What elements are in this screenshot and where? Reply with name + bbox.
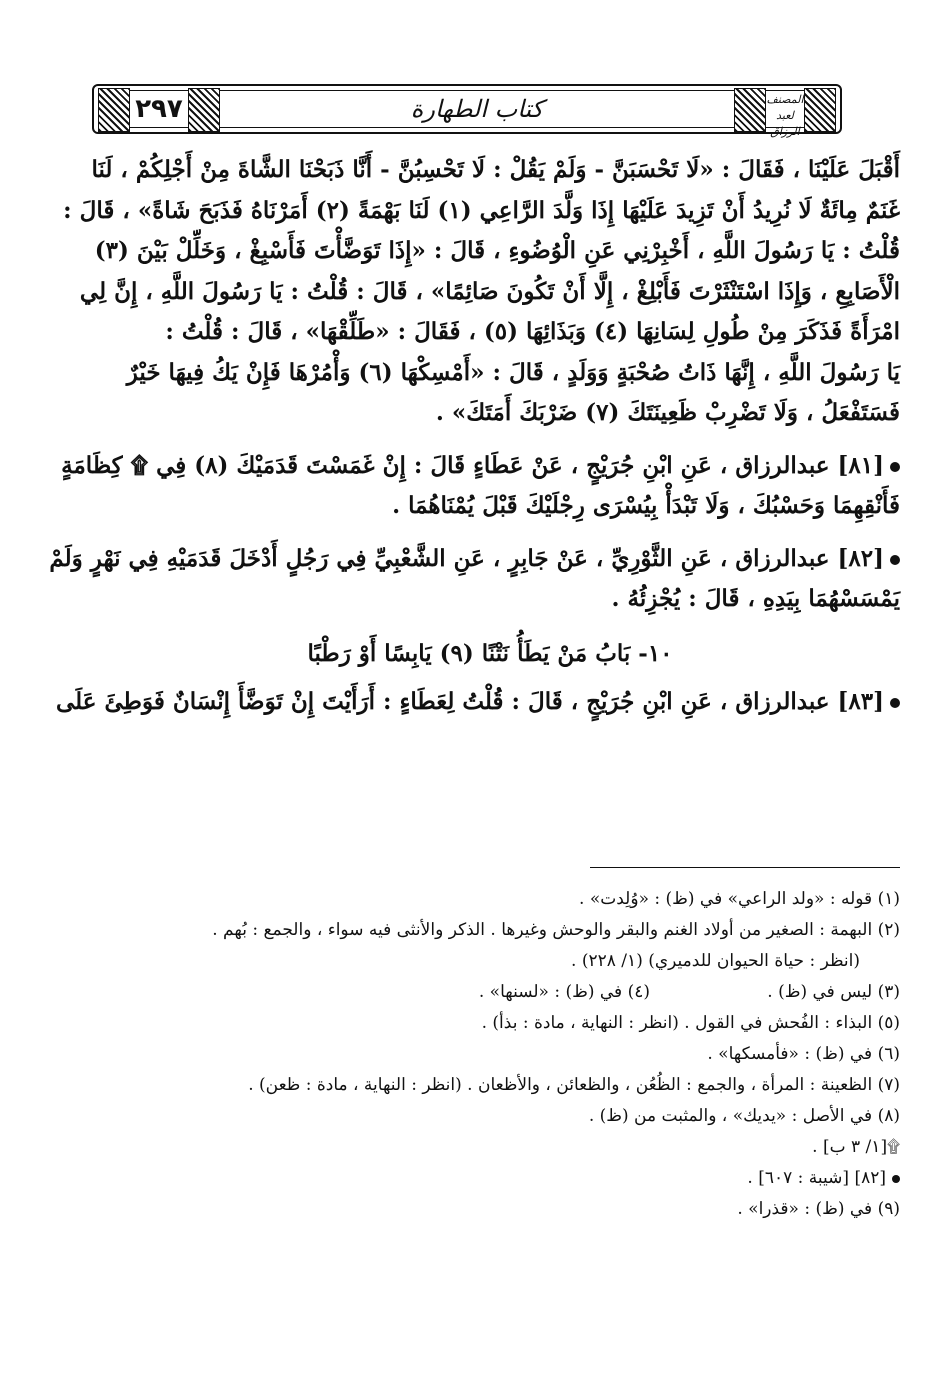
book-title: كتاب الطهارة <box>410 95 544 123</box>
footnote: (٣) ليس في (ظ) . <box>767 982 900 1002</box>
hadith-82 <box>49 539 900 620</box>
hadith-83 <box>55 682 900 723</box>
footnote: (٤) في (ظ) : «لسنها» . <box>478 982 650 1002</box>
footnote: (٦) في (ظ) : «فأمسكها» . <box>707 1044 900 1064</box>
text-line: فَسَتَفْعَلُ ، وَلَا تَضْرِبْ ظَعِينَتَكَ (٧) ضَرْبَكَ أَمَتَكَ» . <box>435 399 900 426</box>
footnote: (٨) في الأصل : «يديك» ، والمثبت من (ظ) . <box>588 1106 900 1126</box>
text-line: يَمْسَسْهُمَا بِيَدِهِ ، قَالَ : يُجْزِئُهُ . <box>611 585 900 612</box>
chapter-heading: ١٠- بَابُ مَنْ يَطَأُ نَتْنًا (٩) يَابِسًا أَوْ رَطْبًا <box>307 639 673 667</box>
text-line: الْأَصَابِعِ ، وَإِذَا اسْتَنْثَرْتَ فَأَبْلِغْ ، إِلَّا أَنْ تَكُونَ صَائِمًا» ، قَالَ : قُلْتُ : يَا رَسُولَ اللَّهِ ، إِنَّ لِي <box>79 277 900 305</box>
bullet-icon <box>890 462 900 472</box>
ornament-right-outer <box>804 88 836 132</box>
bullet-icon <box>890 555 900 565</box>
source-reference <box>80 1163 900 1194</box>
hadith-text: [٨٣] عبدالرزاق ، عَنِ ابْنِ جُرَيْجٍ ، قَالَ : قُلْتُ لِعَطَاءٍ : أَرَأَيْتَ إِنْ تَوَضَّأَ إِنْسَانٌ فَوَطِئَ عَلَى <box>55 687 884 715</box>
footnote: (انظر : حياة الحيوان للدميري) (١/ ٢٢٨) . <box>571 951 860 971</box>
footnotes <box>80 884 900 1225</box>
text-line: قُلْتُ : يَا رَسُولَ اللَّهِ ، أَخْبِرْنِي عَنِ الْوُضُوءِ ، قَالَ : «إِذَا تَوَضَّأْتَ فَأَسْبِغْ ، وَخَلِّلْ بَيْنَ (٣) <box>94 237 900 264</box>
text-line: امْرَأَةً فَذَكَرَ مِنْ طُولِ لِسَانِهَا (٤) وَبَذَائِهَا (٥) ، فَقَالَ : «طَلِّقْهَا» ، قَالَ : قُلْتُ : <box>165 318 900 345</box>
text-line <box>55 682 900 723</box>
footnote: (٢) البهمة : الصغير من أولاد الغنم والبقر والوحش وغيرها . الذكر والأنثى فيه سواء ، والجمع : بُهم . <box>212 920 900 940</box>
reference-text: [٨٢] [شيبة : ٦٠٧] . <box>747 1168 886 1188</box>
page-number: ٢٩٧ <box>135 94 183 124</box>
text-line <box>49 539 900 580</box>
page-header <box>92 84 842 138</box>
footnote: (٧) الظعينة : المرأة ، والجمع : الظُعُن ، والظعائن ، والأظعان . (انظر : النهاية ، مادة : ظعن) . <box>248 1075 900 1095</box>
folio-reference: ۩[١/ ٣ ب] . <box>812 1137 900 1157</box>
footnote: (٩) في (ظ) : «قذرا» . <box>737 1199 900 1219</box>
footnote: (٥) البذاء : الفُحش في القول . (انظر : النهاية ، مادة : بذأ) . <box>481 1013 900 1033</box>
footnote: (١) قوله : «ولد الراعي» في (ظ) : «وُلِدت» . <box>579 889 900 909</box>
text-line: فَأَنْقِهِمَا وَحَسْبُكَ ، وَلَا تَبْدَأْ بِيُسْرَى رِجْلَيْكَ قَبْلَ يُمْنَاهُمَا . <box>392 492 900 519</box>
text-line: غَنَمٌ مِائَةٌ لَا نُرِيدُ أَنْ تَزِيدَ عَلَيْهَا إِذَا وَلَّدَ الرَّاعِي (١) لَنَا بَهْمَةً (٢) أَمَرْنَاهُ فَذَبَحَ شَاةً» ، قَالَ : <box>63 196 900 224</box>
hadith-81 <box>61 446 900 527</box>
bullet-icon <box>890 698 900 708</box>
text-line: أَقْبَلَ عَلَيْنَا ، فَقَالَ : «لَا تَحْسَبَنَّ - وَلَمْ يَقُلْ : لَا تَحْسِبُنَّ - أَنَّا ذَبَحْنَا الشَّاةَ مِنْ أَجْلِكُمْ ، لَنَا <box>91 156 900 183</box>
ornament-left-inner <box>188 88 220 132</box>
hadith-text: [٨١] عبدالرزاق ، عَنِ ابْنِ جُرَيْجٍ ، عَنْ عَطَاءٍ قَالَ : إِنْ غَمَسْتَ قَدَمَيْكَ (٨) فِي ۩ كِظَامَةٍ <box>61 451 884 479</box>
main-text <box>49 150 900 722</box>
ornament-right-inner <box>734 88 766 132</box>
footnote-row <box>80 977 900 1008</box>
footnote-divider <box>590 867 900 868</box>
ornament-left-outer <box>98 88 130 132</box>
book-logo: المصنف لعبد الرزاق <box>766 93 804 138</box>
bullet-icon <box>892 1175 900 1183</box>
text-line <box>61 446 900 487</box>
text-line: يَا رَسُولَ اللَّهِ ، إِنَّهَا ذَاتُ صُحْبَةٍ وَوَلَدٍ ، قَالَ : «أَمْسِكْهَا (٦) وَأْمُرْهَا فَإِنْ يَكُ فِيهَا خَيْرٌ <box>126 358 900 386</box>
hadith-text: [٨٢] عبدالرزاق ، عَنِ الثَّوْرِيِّ ، عَنْ جَابِرٍ ، عَنِ الشَّعْبِيِّ فِي رَجُلٍ أَدْخَلَ قَدَمَيْهِ فِي نَهْرٍ وَلَمْ <box>49 544 884 572</box>
